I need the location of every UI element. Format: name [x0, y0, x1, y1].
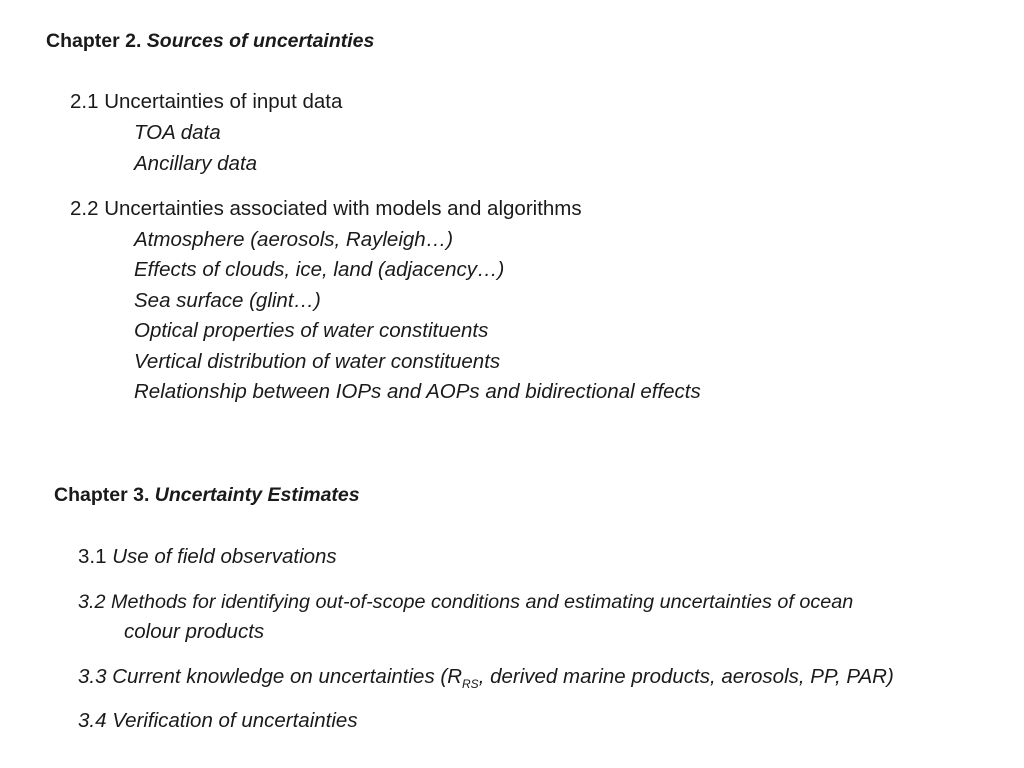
section-2-2-item: Optical properties of water constituents: [134, 319, 489, 342]
section-3-1-text: Use of field observations: [112, 545, 337, 568]
chapter-2-label: Chapter 2: [46, 30, 136, 52]
section-2-1-item: Ancillary data: [134, 152, 258, 175]
chapter-3-label: Chapter 3.: [54, 484, 150, 506]
section-3-3: [78, 665, 894, 691]
chapter-2-title: Sources of uncertainties: [146, 30, 375, 52]
chapter-2-dot: .: [135, 30, 142, 52]
section-2-2-item: Effects of clouds, ice, land (adjacency…): [134, 258, 505, 281]
section-3-1-number: 3.1: [78, 545, 107, 568]
chapter-3-heading: [54, 483, 360, 507]
section-3-3-post: , derived marine products, aerosols, PP, PAR): [478, 665, 894, 688]
section-2-2-item: Relationship between IOPs and AOPs and bidirectional effects: [134, 380, 701, 403]
section-2-2-item: Sea surface (glint…): [134, 289, 321, 312]
section-3-2-line-1: 3.2 Methods for identifying out-of-scope conditions and estimating uncertainties of ocean: [78, 591, 854, 613]
chapter-2-heading: [46, 29, 374, 53]
section-2-1-item: TOA data: [134, 121, 221, 144]
section-2-2-title: 2.2 Uncertainties associated with models and algorithms: [70, 197, 582, 220]
section-3-4: 3.4 Verification of uncertainties: [78, 709, 358, 732]
section-3-3-pre: 3.3 Current knowledge on uncertainties (R: [78, 665, 463, 688]
section-3-1: [78, 545, 337, 569]
section-2-2-item: Atmosphere (aerosols, Rayleigh…): [134, 228, 454, 251]
section-2-2-item: Vertical distribution of water constituents: [134, 350, 501, 373]
section-2-1-title: 2.1 Uncertainties of input data: [70, 90, 343, 113]
section-3-2-line-2: colour products: [124, 620, 265, 643]
chapter-3-title: Uncertainty Estimates: [154, 484, 360, 506]
section-3-3-subscript: RS: [462, 677, 479, 691]
